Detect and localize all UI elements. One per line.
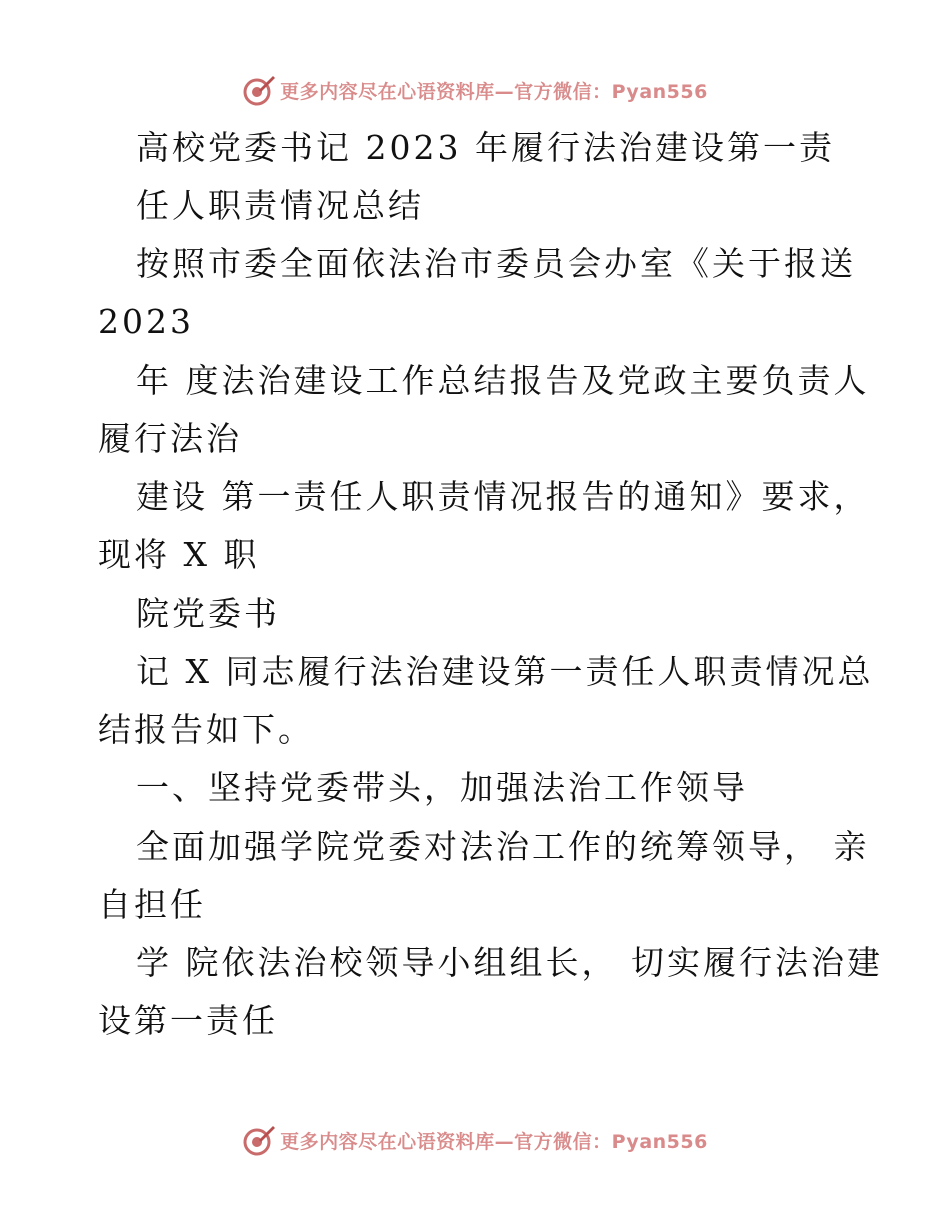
- watermark-footer: [0, 1120, 950, 1160]
- watermark-text: 更多内容尽在心语资料库—官方微信：Pyan556: [280, 1130, 708, 1153]
- paragraph-line: 按照市委全面依法治市委员会办室《关于报送: [136, 244, 856, 283]
- paragraph-line: 全面加强学院党委对法治工作的统筹领导， 亲: [136, 827, 870, 866]
- watermark-text: 更多内容尽在心语资料库—官方微信：Pyan556: [280, 80, 708, 103]
- paragraph-line: 现将 X 职: [98, 535, 260, 574]
- quill-seal-icon: [242, 73, 276, 107]
- paragraph-line: 设第一责任: [98, 1001, 278, 1040]
- paragraph-line: 结报告如下。: [98, 710, 314, 749]
- quill-seal-icon: [242, 1123, 276, 1157]
- section-heading: 一、坚持党委带头，加强法治工作领导: [136, 768, 748, 807]
- paragraph-line: 自担任: [98, 885, 206, 924]
- paragraph-line: 建设 第一责任人职责情况报告的通知》要求，: [136, 477, 870, 516]
- paragraph-line: 院党委书: [136, 594, 280, 633]
- paragraph-line: 2023: [98, 302, 194, 341]
- paragraph-line: 记 X 同志履行法治建设第一责任人职责情况总: [136, 652, 874, 691]
- watermark-header: [0, 70, 950, 110]
- doc-title-line-1: 高校党委书记 2023 年履行法治建设第一责: [136, 128, 835, 167]
- paragraph-line: 学 院依法治校领导小组组长， 切实履行法治建: [136, 943, 883, 982]
- doc-title-line-2: 任人职责情况总结: [136, 186, 424, 225]
- paragraph-line: 履行法治: [98, 419, 242, 458]
- paragraph-line: 年 度法治建设工作总结报告及党政主要负责人: [136, 361, 870, 400]
